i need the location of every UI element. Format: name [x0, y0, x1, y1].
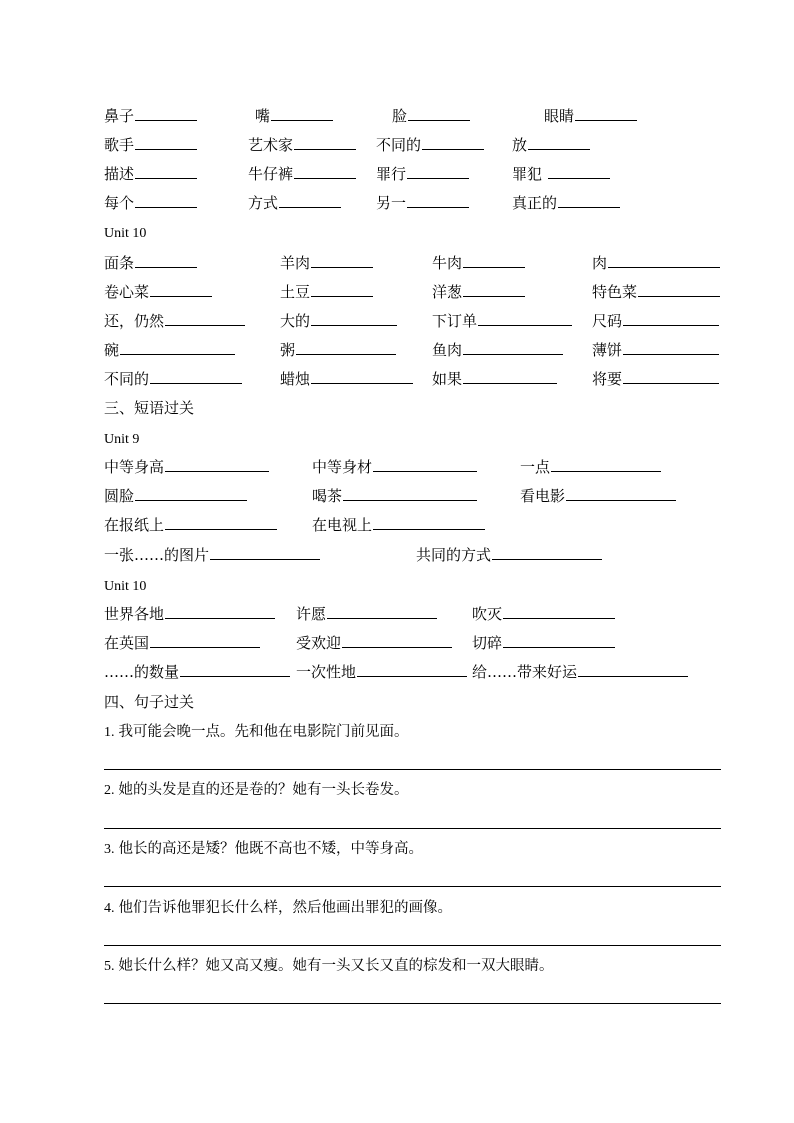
sentence-number: 4.	[104, 901, 115, 916]
answer-blank[interactable]	[503, 632, 615, 648]
answer-blank[interactable]	[357, 661, 467, 677]
sentence-item	[104, 721, 409, 744]
vocab-row	[0, 192, 794, 216]
vocab-row	[0, 252, 794, 276]
phrase-text: 中等身高	[104, 458, 165, 476]
phrase-row	[0, 661, 794, 685]
vocab-item	[280, 339, 396, 361]
phrase-text: 喝茶	[312, 487, 343, 505]
vocab-word: 羊肉	[280, 254, 311, 272]
answer-blank[interactable]	[503, 603, 615, 619]
answer-blank[interactable]	[150, 281, 212, 297]
answer-blank[interactable]	[165, 456, 269, 472]
phrase-item	[416, 544, 602, 566]
answer-blank[interactable]	[294, 134, 356, 150]
answer-blank[interactable]	[311, 281, 373, 297]
answer-blank[interactable]	[623, 339, 719, 355]
vocab-word: 碗	[104, 341, 120, 359]
sentence-text: 我可能会晚一点。先和他在电影院门前见面。	[118, 724, 409, 740]
vocab-item	[104, 252, 197, 274]
vocab-word: 罪犯	[512, 165, 543, 183]
phrase-item	[472, 661, 688, 683]
phrase-text: 共同的方式	[416, 546, 492, 564]
vocab-word: 罪行	[376, 165, 407, 183]
vocab-item	[248, 163, 356, 185]
phrase-text: 在报纸上	[104, 516, 165, 534]
phrase-item	[472, 632, 615, 654]
unit-label: Unit 9	[104, 432, 140, 447]
phrase-row	[0, 632, 794, 656]
phrase-text: 在电视上	[312, 516, 373, 534]
phrase-item	[104, 661, 290, 683]
answer-blank[interactable]	[311, 252, 373, 268]
answer-blank[interactable]	[578, 661, 688, 677]
answer-blank[interactable]	[135, 134, 197, 150]
vocab-word: 鼻子	[104, 107, 135, 125]
section-title: 三、短语过关	[104, 399, 195, 417]
phrase-text: 一张……的图片	[104, 546, 210, 564]
phrase-item	[104, 544, 320, 566]
vocab-word: 不同的	[104, 370, 150, 388]
answer-blank[interactable]	[408, 105, 470, 121]
phrase-text: 给……带来好运	[472, 663, 578, 681]
phrase-row	[0, 514, 794, 538]
answer-blank[interactable]	[463, 252, 525, 268]
phrase-text: 一点	[520, 458, 551, 476]
answer-blank[interactable]	[407, 163, 469, 179]
phrase-item	[520, 456, 661, 478]
answer-blank[interactable]	[343, 485, 477, 501]
answer-line[interactable]	[104, 886, 721, 887]
sentence-number: 3.	[104, 842, 115, 857]
vocab-row	[0, 163, 794, 187]
phrase-text: 许愿	[296, 605, 327, 623]
vocab-word: 洋葱	[432, 283, 463, 301]
vocab-item	[104, 192, 197, 214]
answer-blank[interactable]	[551, 456, 661, 472]
phrase-item	[104, 632, 260, 654]
vocab-word: 土豆	[280, 283, 311, 301]
answer-blank[interactable]	[180, 661, 290, 677]
answer-blank[interactable]	[463, 281, 525, 297]
section-title: 四、句子过关	[104, 693, 195, 711]
vocab-row	[0, 339, 794, 363]
sentence-item	[104, 779, 409, 802]
answer-blank[interactable]	[478, 310, 572, 326]
vocab-item	[280, 252, 373, 274]
phrase-row	[0, 603, 794, 627]
vocab-word: 嘴	[255, 107, 271, 125]
answer-blank[interactable]	[575, 105, 637, 121]
vocab-item	[432, 368, 557, 390]
sentence-number: 5.	[104, 959, 115, 974]
vocab-item	[255, 105, 333, 127]
vocab-word: 大的	[280, 312, 311, 330]
answer-blank[interactable]	[422, 134, 484, 150]
vocab-item	[544, 105, 637, 127]
answer-blank[interactable]	[135, 192, 197, 208]
vocab-word: 真正的	[512, 194, 558, 212]
vocab-item	[592, 368, 719, 390]
vocab-word: 卷心菜	[104, 283, 150, 301]
answer-blank[interactable]	[120, 339, 235, 355]
answer-blank[interactable]	[210, 544, 320, 560]
phrase-item	[312, 514, 485, 536]
vocab-item	[280, 310, 397, 332]
vocab-word: 还，仍然	[104, 312, 165, 330]
answer-blank[interactable]	[165, 514, 277, 530]
vocab-item	[432, 281, 525, 303]
vocab-item	[104, 368, 242, 390]
vocab-item	[432, 252, 525, 274]
vocab-word: 另一	[376, 194, 407, 212]
answer-blank[interactable]	[327, 603, 437, 619]
phrase-item	[104, 603, 275, 625]
sentence-text: 他长的高还是矮？他既不高也不矮，中等身高。	[118, 841, 423, 857]
phrase-text: 在英国	[104, 634, 150, 652]
vocab-word: 艺术家	[248, 136, 294, 154]
vocab-row	[0, 310, 794, 334]
answer-blank[interactable]	[271, 105, 333, 121]
answer-blank[interactable]	[463, 368, 557, 384]
vocab-item	[104, 163, 197, 185]
answer-blank[interactable]	[623, 310, 719, 326]
phrase-row	[0, 544, 794, 568]
vocab-item	[376, 134, 484, 156]
vocab-item	[104, 339, 235, 361]
answer-blank[interactable]	[548, 163, 610, 179]
vocab-word: 将要	[592, 370, 623, 388]
vocab-item	[512, 163, 610, 185]
vocab-word: 放	[512, 136, 528, 154]
answer-blank[interactable]	[150, 632, 260, 648]
vocab-item	[592, 252, 720, 274]
answer-blank[interactable]	[623, 368, 719, 384]
answer-blank[interactable]	[342, 632, 452, 648]
phrase-text: 中等身材	[312, 458, 373, 476]
vocab-word: 下订单	[432, 312, 478, 330]
answer-blank[interactable]	[135, 163, 197, 179]
vocab-row	[0, 134, 794, 158]
vocab-item	[592, 339, 719, 361]
phrase-item	[520, 485, 676, 507]
vocab-item	[432, 339, 563, 361]
phrase-row	[0, 456, 794, 480]
answer-blank[interactable]	[373, 456, 477, 472]
vocab-item	[592, 310, 719, 332]
answer-blank[interactable]	[558, 192, 620, 208]
sentence-number: 1.	[104, 725, 115, 740]
phrase-item	[312, 485, 477, 507]
answer-blank[interactable]	[373, 514, 485, 530]
phrase-text: 看电影	[520, 487, 566, 505]
answer-blank[interactable]	[492, 544, 602, 560]
vocab-word: 方式	[248, 194, 279, 212]
phrase-item	[472, 603, 615, 625]
vocab-word: 描述	[104, 165, 135, 183]
phrase-row	[0, 485, 794, 509]
phrase-item	[104, 485, 247, 507]
vocab-item	[280, 281, 373, 303]
answer-blank[interactable]	[566, 485, 676, 501]
sentence-number: 2.	[104, 783, 115, 798]
vocab-item	[512, 134, 590, 156]
vocab-item	[392, 105, 470, 127]
answer-blank[interactable]	[463, 339, 563, 355]
vocab-word: 特色菜	[592, 283, 638, 301]
vocab-word: 每个	[104, 194, 135, 212]
phrase-text: 吹灭	[472, 605, 503, 623]
answer-blank[interactable]	[407, 192, 469, 208]
answer-blank[interactable]	[294, 163, 356, 179]
sentence-item	[104, 955, 554, 978]
answer-line[interactable]	[104, 828, 721, 829]
answer-blank[interactable]	[135, 105, 197, 121]
phrase-text: 受欢迎	[296, 634, 342, 652]
vocab-item	[376, 163, 469, 185]
answer-line[interactable]	[104, 1003, 721, 1004]
vocab-item	[104, 105, 197, 127]
unit-label: Unit 10	[104, 579, 147, 594]
unit-label: Unit 10	[104, 226, 147, 241]
vocab-item	[104, 281, 212, 303]
vocab-word: 牛仔裤	[248, 165, 294, 183]
phrase-item	[312, 456, 477, 478]
vocab-item	[432, 310, 572, 332]
vocab-word: 肉	[592, 254, 608, 272]
vocab-word: 歌手	[104, 136, 135, 154]
sentence-text: 他们告诉他罪犯长什么样，然后他画出罪犯的画像。	[118, 900, 452, 916]
vocab-item	[512, 192, 620, 214]
vocab-word: 蜡烛	[280, 370, 311, 388]
phrase-item	[104, 514, 277, 536]
answer-line[interactable]	[104, 945, 721, 946]
phrase-text: 圆脸	[104, 487, 135, 505]
vocab-word: 尺码	[592, 312, 623, 330]
answer-blank[interactable]	[311, 368, 413, 384]
vocab-item	[592, 281, 720, 303]
answer-line[interactable]	[104, 769, 721, 770]
vocab-item	[280, 368, 413, 390]
vocab-row	[0, 105, 794, 129]
phrase-text: ……的数量	[104, 663, 180, 681]
vocab-word: 眼睛	[544, 107, 575, 125]
answer-blank[interactable]	[135, 485, 247, 501]
vocab-row	[0, 281, 794, 305]
vocab-word: 薄饼	[592, 341, 623, 359]
vocab-item	[248, 134, 356, 156]
answer-blank[interactable]	[150, 368, 242, 384]
answer-blank[interactable]	[638, 281, 720, 297]
vocab-item	[376, 192, 469, 214]
phrase-item	[296, 632, 452, 654]
vocab-word: 脸	[392, 107, 408, 125]
answer-blank[interactable]	[311, 310, 397, 326]
phrase-item	[296, 661, 467, 683]
vocab-item	[104, 134, 197, 156]
answer-blank[interactable]	[296, 339, 396, 355]
vocab-item	[248, 192, 341, 214]
vocab-row	[0, 368, 794, 392]
vocab-word: 不同的	[376, 136, 422, 154]
phrase-item	[296, 603, 437, 625]
sentence-text: 她长什么样？她又高又瘦。她有一头又长又直的棕发和一双大眼睛。	[118, 958, 554, 974]
phrase-text: 切碎	[472, 634, 503, 652]
vocab-word: 牛肉	[432, 254, 463, 272]
answer-blank[interactable]	[135, 252, 197, 268]
answer-blank[interactable]	[608, 252, 720, 268]
answer-blank[interactable]	[165, 603, 275, 619]
answer-blank[interactable]	[165, 310, 245, 326]
phrase-text: 一次性地	[296, 663, 357, 681]
sentence-text: 她的头发是直的还是卷的？她有一头长卷发。	[118, 782, 409, 798]
sentence-item	[104, 897, 452, 920]
answer-blank[interactable]	[528, 134, 590, 150]
vocab-word: 粥	[280, 341, 296, 359]
sentence-item	[104, 838, 423, 861]
vocab-item	[104, 310, 245, 332]
answer-blank[interactable]	[279, 192, 341, 208]
vocab-word: 如果	[432, 370, 463, 388]
phrase-text: 世界各地	[104, 605, 165, 623]
phrase-item	[104, 456, 269, 478]
vocab-word: 鱼肉	[432, 341, 463, 359]
vocab-word: 面条	[104, 254, 135, 272]
